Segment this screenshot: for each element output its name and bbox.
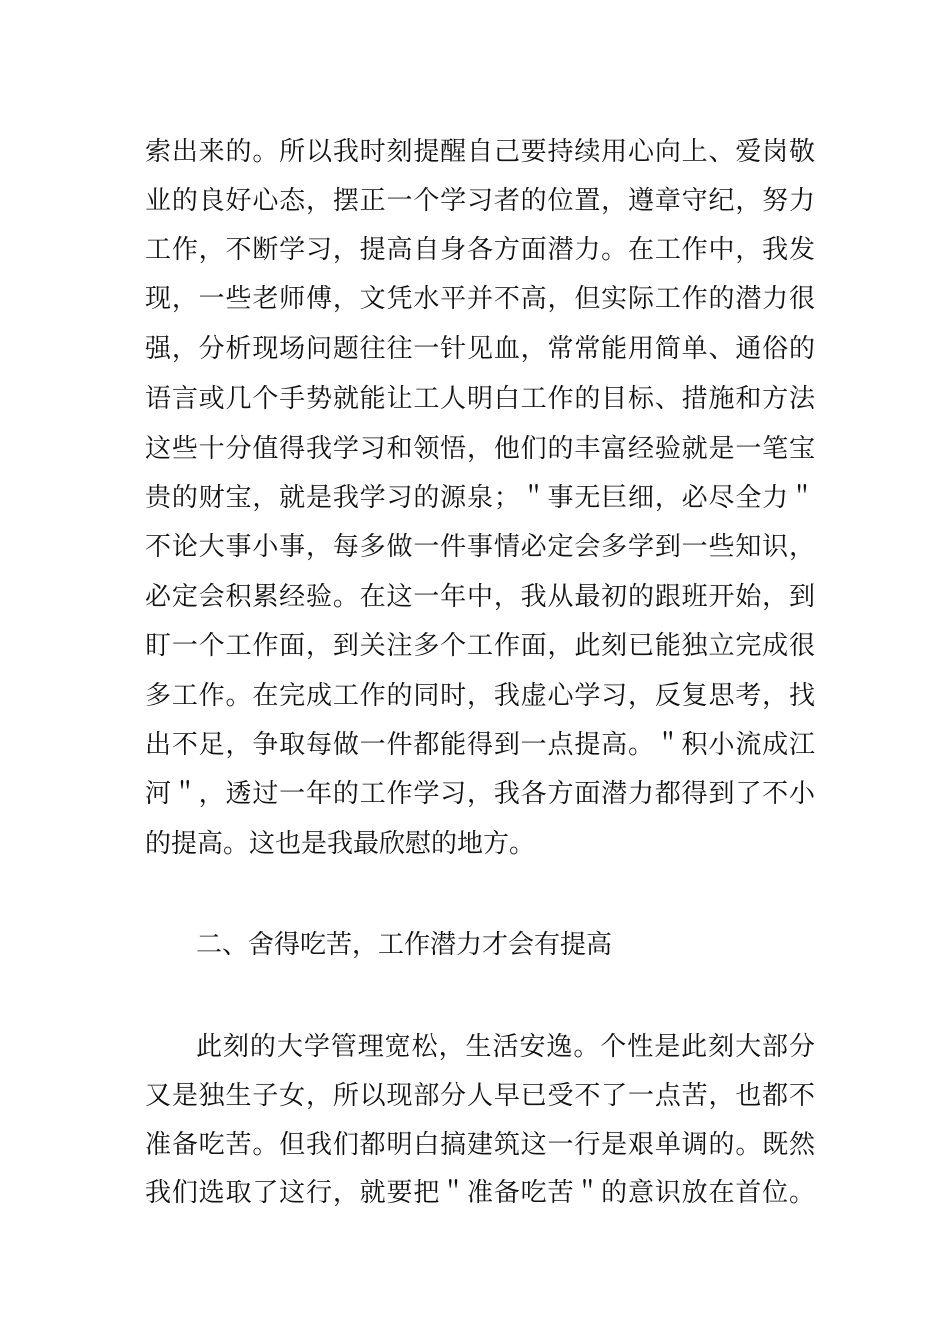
- text-line: 多工作。在完成工作的同时，我虚心学习，反复思考，找: [145, 681, 815, 711]
- text-line: 盯一个工作面，到关注多个工作面，此刻已能独立完成很: [145, 631, 815, 661]
- text-line: 我们选取了这行，就要把＂准备吃苦＂的意识放在首位。: [145, 1178, 815, 1208]
- text-line: 河＂，透过一年的工作学习，我各方面潜力都得到了不小: [145, 779, 815, 809]
- text-line: 业的良好心态，摆正一个学习者的位置，遵章守纪，努力: [145, 186, 815, 216]
- text-line: 贵的财宝，就是我学习的源泉；＂事无巨细，必尽全力＂: [145, 483, 815, 513]
- text-line: 不论大事小事，每多做一件事情必定会多学到一些知识，: [145, 532, 815, 562]
- text-line: 工作，不断学习，提高自身各方面潜力。在工作中，我发: [145, 235, 815, 265]
- text-line: 现，一些老师傅，文凭水平并不高，但实际工作的潜力很: [145, 284, 815, 314]
- text-line: 出不足，争取每做一件都能得到一点提高。＂积小流成江: [145, 730, 815, 760]
- text-line: 的提高。这也是我最欣慰的地方。: [145, 829, 536, 859]
- section-heading: 二、舍得吃苦，工作潜力才会有提高: [196, 930, 613, 960]
- text-line: 又是独生子女，所以现部分人早已受不了一点苦，也都不: [145, 1081, 815, 1111]
- text-line: 这些十分值得我学习和领悟，他们的丰富经验就是一笔宝: [145, 434, 815, 464]
- text-line: 准备吃苦。但我们都明白搞建筑这一行是艰单调的。既然: [145, 1130, 815, 1160]
- text-line: 必定会积累经验。在这一年中，我从最初的跟班开始，到: [145, 582, 815, 612]
- text-line: 此刻的大学管理宽松，生活安逸。个性是此刻大部分: [196, 1032, 815, 1062]
- text-line: 强，分析现场问题往往一针见血，常常能用简单、通俗的: [145, 334, 815, 364]
- text-line: 语言或几个手势就能让工人明白工作的目标、措施和方法: [145, 384, 815, 414]
- text-line: 索出来的。所以我时刻提醒自己要持续用心向上、爱岗敬: [145, 137, 815, 167]
